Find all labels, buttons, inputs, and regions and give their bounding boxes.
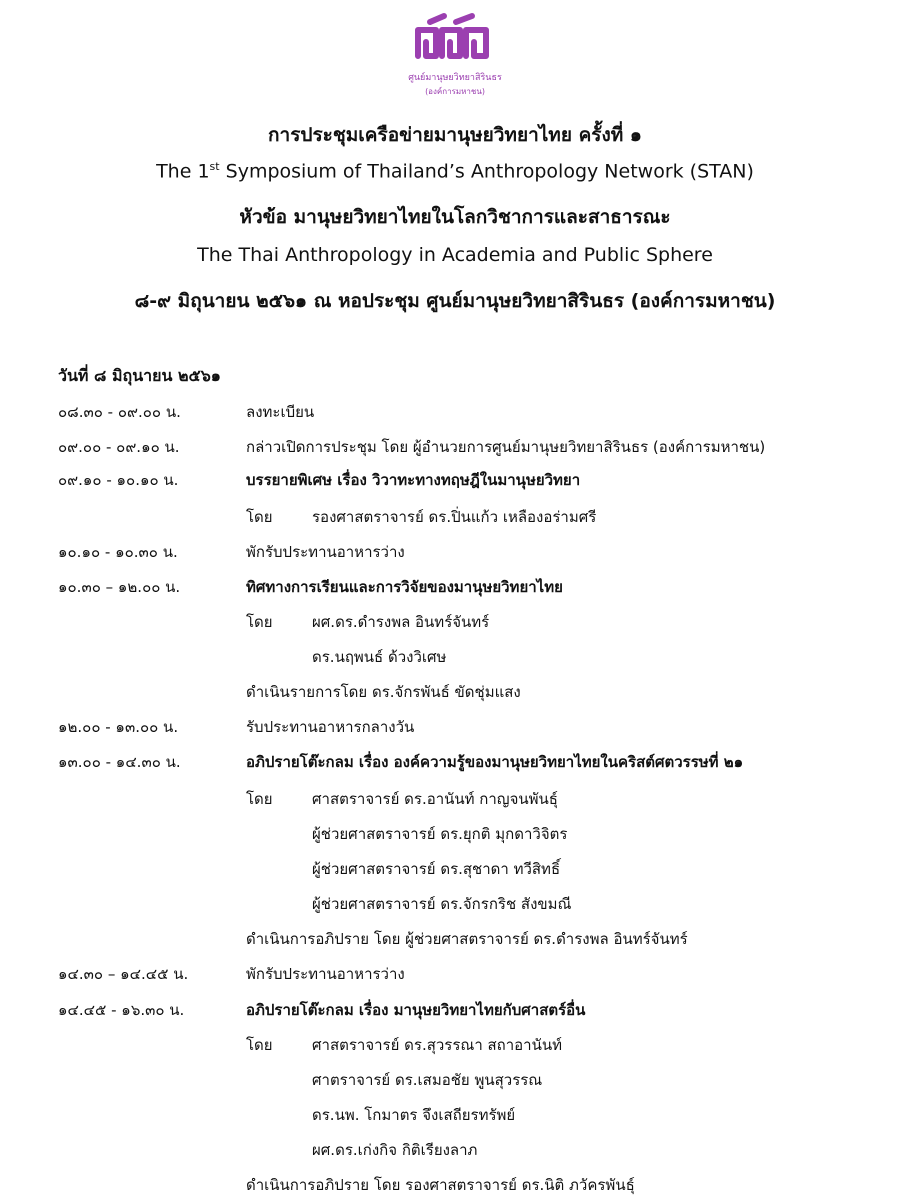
schedule-row <box>0 435 910 465</box>
schedule-item: ดำเนินรายการโดย ดร.จักรพันธ์ ขัดชุ่มแสง <box>246 683 521 701</box>
schedule-item: รับประทานอาหารกลางวัน <box>246 718 415 736</box>
schedule-time: ๐๙.๑๐ - ๑๐.๑๐ น. <box>58 471 179 489</box>
schedule-time: ๑๐.๓๐ – ๑๒.๐๐ น. <box>58 578 181 596</box>
schedule-row <box>0 822 910 852</box>
schedule-row <box>0 892 910 922</box>
schedule-row <box>0 1068 910 1098</box>
schedule-by-label: โดย <box>246 613 273 631</box>
schedule-speaker: ผศ.ดร.ดำรงพล อินทร์จันทร์ <box>312 613 490 631</box>
schedule-row <box>0 645 910 675</box>
schedule-speaker: ดร.นพ. โกมาตร จึงเสถียรทรัพย์ <box>312 1106 516 1124</box>
schedule-row <box>0 1103 910 1133</box>
schedule-row <box>0 1033 910 1063</box>
schedule-item: พักรับประทานอาหารว่าง <box>246 543 405 561</box>
schedule-row <box>0 787 910 817</box>
header-english-topic: The Thai Anthropology in Academia and Public Sphere <box>197 244 713 266</box>
schedule-row <box>0 927 910 957</box>
schedule-row <box>0 1138 910 1168</box>
schedule-row <box>0 998 910 1028</box>
header-english-title <box>0 160 910 182</box>
logo <box>400 8 510 108</box>
day-title: วันที่ ๘ มิถุนายน ๒๕๖๑ <box>58 366 221 385</box>
schedule-row <box>0 575 910 605</box>
header-thai-title: การประชุมเครือข่ายมานุษยวิทยาไทย ครั้งที่ ๑ <box>268 124 642 146</box>
schedule-session-title: ทิศทางการเรียนและการวิจัยของมานุษยวิทยาไทย <box>246 578 563 596</box>
schedule-time: ๐๙.๐๐ - ๐๙.๑๐ น. <box>58 438 180 456</box>
schedule-item: ดำเนินการอภิปราย โดย รองศาสตราจารย์ ดร.นิติ ภวัครพันธุ์ <box>246 1176 635 1194</box>
header-thai-topic: หัวข้อ มานุษยวิทยาไทยในโลกวิชาการและสาธารณะ <box>239 206 671 228</box>
schedule-row <box>0 857 910 887</box>
schedule-item: กล่าวเปิดการประชุม โดย ผู้อำนวยการศูนย์มานุษยวิทยาสิรินธร (องค์การมหาชน) <box>246 438 766 456</box>
schedule-item: พักรับประทานอาหารว่าง <box>246 965 405 983</box>
schedule-row <box>0 1173 910 1203</box>
header-english-pre: The 1 <box>156 160 210 183</box>
schedule-speaker: รองศาสตราจารย์ ดร.ปิ่นแก้ว เหลืองอร่ามศรี <box>312 508 597 526</box>
schedule-speaker: ศาสตราจารย์ ดร.สุวรรณา สถาอานันท์ <box>312 1036 562 1054</box>
schedule-speaker: ผู้ช่วยศาสตราจารย์ ดร.ยุกติ มุกดาวิจิตร <box>312 825 568 843</box>
schedule-session-title: อภิปรายโต๊ะกลม เรื่อง องค์ความรู้ของมานุษยวิทยาไทยในคริสต์ศตวรรษที่ ๒๑ <box>246 753 744 771</box>
schedule-row <box>0 505 910 535</box>
schedule-row <box>0 468 910 498</box>
schedule-speaker: ศาตราจารย์ ดร.เสมอชัย พูนสุวรรณ <box>312 1071 543 1089</box>
schedule-speaker: ศาสตราจารย์ ดร.อานันท์ กาญจนพันธุ์ <box>312 790 558 808</box>
logo-caption-2: (องค์การมหาชน) <box>425 87 485 96</box>
schedule-session-title: บรรยายพิเศษ เรื่อง วิวาทะทางทฤษฎีในมานุษยวิทยา <box>246 471 581 489</box>
header-english-sup: st <box>209 160 220 173</box>
logo-icon <box>400 8 510 108</box>
schedule-by-label: โดย <box>246 508 273 526</box>
schedule-time: ๑๔.๔๕ - ๑๖.๓๐ น. <box>58 1001 185 1019</box>
schedule-speaker: ผู้ช่วยศาสตราจารย์ ดร.จักรกริช สังขมณี <box>312 895 572 913</box>
schedule-speaker: ดร.นฤพนธ์ ด้วงวิเศษ <box>312 648 447 666</box>
schedule-row <box>0 750 910 780</box>
header-english-post: Symposium of Thailand’s Anthropology Network (STAN) <box>219 160 754 183</box>
schedule-time: ๑๓.๐๐ - ๑๔.๓๐ น. <box>58 753 181 771</box>
schedule-row <box>0 715 910 745</box>
schedule-speaker: ผู้ช่วยศาสตราจารย์ ดร.สุชาดา ทวีสิทธิ์ <box>312 860 561 878</box>
schedule-row <box>0 400 910 430</box>
schedule-time: ๑๔.๓๐ – ๑๔.๔๕ น. <box>58 965 189 983</box>
header-date-venue: ๘-๙ มิถุนายน ๒๕๖๑ ณ หอประชุม ศูนย์มานุษยวิทยาสิรินธร (องค์การมหาชน) <box>134 290 776 312</box>
schedule-item: ลงทะเบียน <box>246 403 315 421</box>
schedule-by-label: โดย <box>246 790 273 808</box>
schedule-row <box>0 540 910 570</box>
schedule-speaker: ผศ.ดร.เก่งกิจ กิติเรียงลาภ <box>312 1141 478 1159</box>
schedule-by-label: โดย <box>246 1036 273 1054</box>
schedule-session-title: อภิปรายโต๊ะกลม เรื่อง มานุษยวิทยาไทยกับศาสตร์อื่น <box>246 1001 586 1019</box>
schedule-time: ๑๐.๑๐ - ๑๐.๓๐ น. <box>58 543 178 561</box>
schedule-row <box>0 610 910 640</box>
schedule-time: ๑๒.๐๐ - ๑๓.๐๐ น. <box>58 718 179 736</box>
schedule-time: ๐๘.๓๐ - ๐๙.๐๐ น. <box>58 403 181 421</box>
schedule-row <box>0 962 910 992</box>
schedule-item: ดำเนินการอภิปราย โดย ผู้ช่วยศาสตราจารย์ ดร.ดำรงพล อินทร์จันทร์ <box>246 930 688 948</box>
schedule-row <box>0 680 910 710</box>
logo-caption-1: ศูนย์มานุษยวิทยาสิรินธร <box>408 73 502 83</box>
